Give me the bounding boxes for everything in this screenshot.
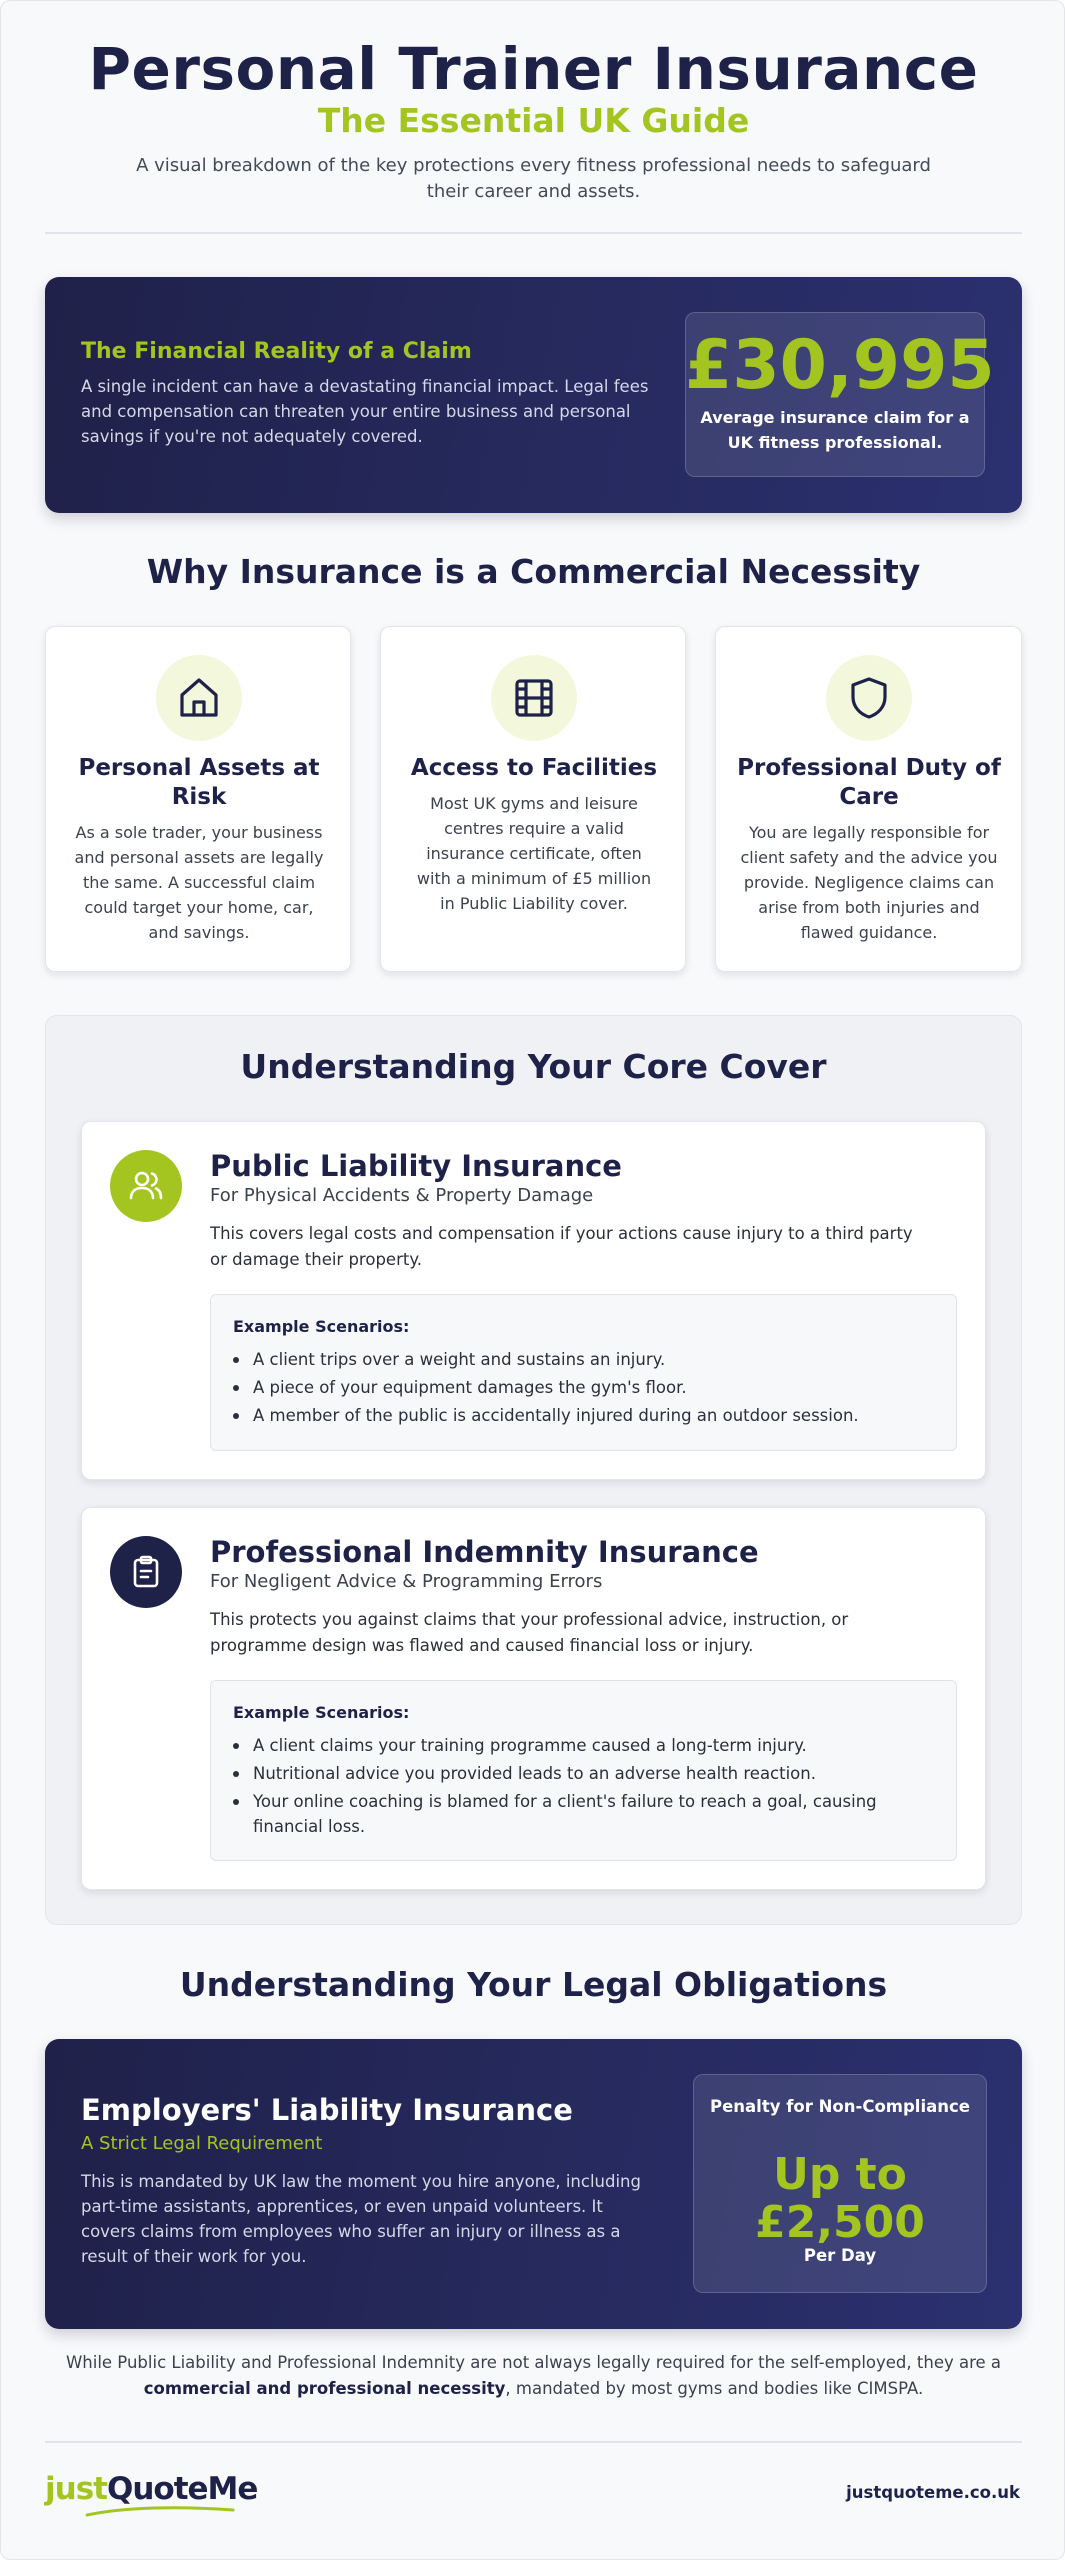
necessity-heading: Why Insurance is a Commercial Necessity [146, 552, 921, 591]
brand-logo [45, 2471, 257, 2507]
claim-stat-caption: Average insurance claim for a UK fitness professional. [700, 408, 970, 452]
penalty-value: Up to £2,500 [755, 2149, 925, 2248]
claim-title: The Financial Reality of a Claim [81, 339, 472, 364]
card-duty-of-care [715, 626, 1022, 972]
cover-text: This protects you against claims that your professional advice, instruction, or programme design was flawed and caused financial loss or injury. [210, 1610, 849, 1655]
claim-stat-value: £30,995 [685, 326, 995, 405]
card-personal-assets [45, 626, 351, 972]
card-text: Most UK gyms and leisure centres require a valid insurance certificate, often with a minimum of £5 million in Public Liability cover. [416, 794, 652, 913]
scenarios-box [210, 1680, 957, 1861]
card-text: As a sole trader, your business and personal assets are legally the same. A successful claim could target your home, car, and savings. [74, 823, 324, 942]
film-icon [491, 655, 577, 741]
employers-liability-text: This is mandated by UK law the moment you hire anyone, including part-time assistants, apprentices, or even unpaid volunteers. It covers claims from employees who suffer an injury or illness as a result of their work for you. [81, 2172, 641, 2266]
cover-subtitle: For Negligent Advice & Programming Errors [210, 1571, 603, 1592]
cover-text: This covers legal costs and compensation if your actions cause injury to a third party or damage their property. [210, 1224, 913, 1269]
cover-card-public-liability [81, 1121, 986, 1480]
footnote-text-end: , mandated by most gyms and bodies like CIMSPA. [505, 2379, 924, 2398]
employers-liability-subtitle: A Strict Legal Requirement [81, 2133, 323, 2154]
scenarios-heading: Example Scenarios: [233, 1317, 410, 1336]
logo-part-quoteme: QuoteMe [106, 2471, 258, 2507]
scenario-item: A member of the public is accidentally injured during an outdoor session. [253, 1403, 938, 1428]
employers-liability-title: Employers' Liability Insurance [81, 2093, 573, 2127]
scenario-item: A piece of your equipment damages the gym's floor. [253, 1375, 938, 1400]
website-link[interactable]: justquoteme.co.uk [846, 2483, 1020, 2502]
scenario-item: A client trips over a weight and sustains an injury. [253, 1347, 938, 1372]
card-title: Personal Assets at Risk [78, 755, 320, 810]
footnote-bold: commercial and professional necessity [143, 2379, 506, 2398]
footnote-text: While Public Liability and Professional Indemnity are not always legally required for the self-employed, they are a [65, 2353, 1002, 2372]
legal-heading: Understanding Your Legal Obligations [179, 1965, 888, 2004]
scenario-item: A client claims your training programme caused a long-term injury. [253, 1733, 938, 1758]
page-title: Personal Trainer Insurance [88, 35, 979, 103]
page-subtitle: The Essential UK Guide [317, 101, 750, 140]
core-cover-heading: Understanding Your Core Cover [240, 1047, 827, 1086]
card-title: Access to Facilities [410, 755, 658, 781]
logo-part-just: just [45, 2471, 107, 2507]
scenarios-box [210, 1294, 957, 1451]
card-facilities [380, 626, 686, 972]
cover-subtitle: For Physical Accidents & Property Damage [210, 1185, 594, 1206]
clipboard-icon [110, 1536, 182, 1608]
claim-text: A single incident can have a devastating financial impact. Legal fees and compensation can threaten your entire business and personal savings if you're not adequately covered. [81, 377, 649, 446]
scenario-item: Your online coaching is blamed for a client's failure to reach a goal, causing financial loss. [253, 1789, 938, 1839]
card-title: Professional Duty of Care [737, 755, 1001, 810]
house-icon [156, 655, 242, 741]
users-icon [110, 1150, 182, 1222]
scenario-item: Nutritional advice you provided leads to an adverse health reaction. [253, 1761, 938, 1786]
cover-card-professional-indemnity [81, 1507, 986, 1890]
penalty-unit: Per Day [803, 2246, 877, 2265]
cover-title: Public Liability Insurance [210, 1149, 622, 1183]
cover-title: Professional Indemnity Insurance [210, 1535, 759, 1569]
logo-swoosh-icon [85, 2505, 235, 2519]
card-text: You are legally responsible for client safety and the advice you provide. Negligence claims can arise from both injuries and flawed guidance. [740, 823, 998, 942]
intro-text: A visual breakdown of the key protections every fitness professional needs to safeguard their career and assets. [136, 155, 931, 202]
footnote [61, 2350, 1006, 2402]
divider [45, 232, 1022, 234]
scenarios-heading: Example Scenarios: [233, 1703, 410, 1722]
footer-divider [45, 2441, 1022, 2443]
penalty-label: Penalty for Non-Compliance [710, 2097, 970, 2116]
shield-icon [826, 655, 912, 741]
